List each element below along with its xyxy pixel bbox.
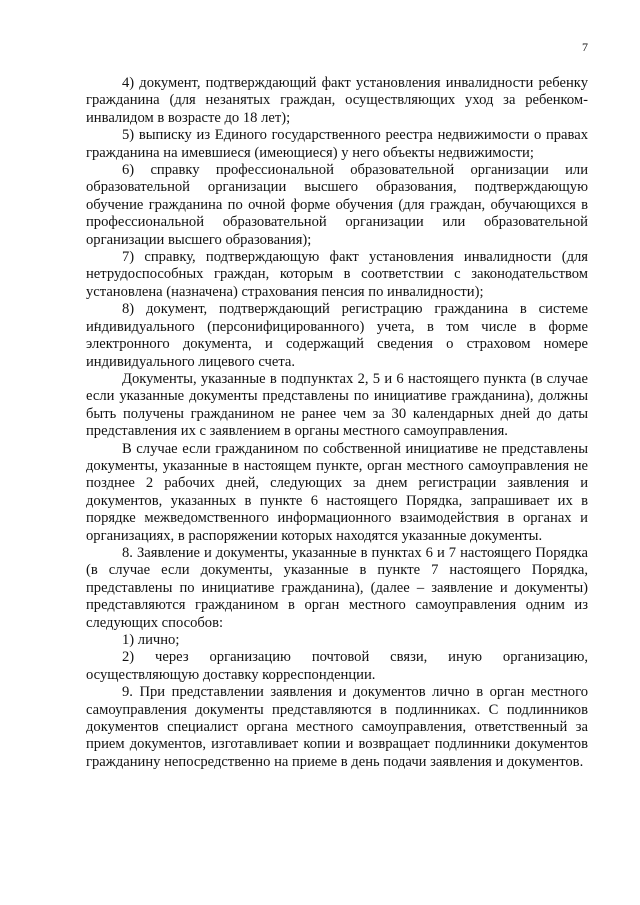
paragraph-method-2: 2) через организацию почтовой связи, иную организацию, осуществляющую доставку корреспонденции. — [86, 649, 588, 683]
paragraph-interagency-request: В случае если гражданином по собственной инициативе не представлены документы, указанные в настоящем пункте, орган местного самоуправления не позднее 2 рабочих дней, следующих за днем регистрации заявления и документов, указанных в пункте 6 настоящего Порядка, запрашивает их в порядке межведомственного информационного взаимодействия в органах и организациях, в распоряжении которых находятся указанные документы. — [86, 440, 588, 544]
paragraph-method-1: 1) лично; — [122, 632, 180, 648]
paragraph-clause-8: 8. Заявление и документы, указанные в пунктах 6 и 7 настоящего Порядка (в случае если документы, указанные в пункте 7 настоящего Порядка, представлены по инициативе гражданина), (далее – заявление и документы) представляются гражданином в орган местного самоуправления одним из следующих способов: — [86, 544, 588, 631]
paragraph-item-6: 6) справку профессиональной образовательной организации или образовательной организации высшего образования, подтверждающую обучение гражданина по очной форме обучения (для граждан, обучающихся в профессиональной образовательной организации или образовательной организации высшего образования); — [86, 162, 588, 248]
paragraph-item-5: 5) выписку из Единого государственного реестра недвижимости о правах гражданина на имевшиеся (имеющиеся) у него объекты недвижимости; — [86, 127, 588, 161]
paragraph-item-4: 4) документ, подтверждающий факт установления инвалидности ребенку гражданина (для незанятых граждан, осуществляющих уход за ребенком-инвалидом в возрасте до 18 лет); — [86, 75, 588, 126]
page-number: 7 — [582, 40, 588, 54]
document-body — [86, 75, 588, 771]
paragraph-clause-9: 9. При представлении заявления и документов лично в орган местного самоуправления документы представляются в подлинниках. С подлинников документов специалист органа местного самоуправления, ответственный за прием документов, изготавливает копии и возвращает подлинники документов гражданину непосредственно на приеме в день подачи заявления и документов. — [86, 684, 588, 770]
paragraph-item-7: 7) справку, подтверждающую факт установления инвалидности (для нетрудоспособных граждан, которым в соответствии с законодательством установлена (назначена) страхования пенсия по инвалидности); — [86, 249, 588, 300]
paragraph-documents-validity: Документы, указанные в подпунктах 2, 5 и 6 настоящего пункта (в случае если указанные документы представлены по инициативе гражданина), должны быть получены гражданином не ранее чем за 30 календарных дней до даты представления их с заявлением в органы местного самоуправления. — [86, 370, 588, 440]
paragraph-item-8: 8) документ, подтверждающий регистрацию гражданина в системе индивидуального (персонифицированного) учета, в том числе в форме электронного документа, и содержащий сведения о страховом номере индивидуального лицевого счета. — [86, 301, 588, 370]
